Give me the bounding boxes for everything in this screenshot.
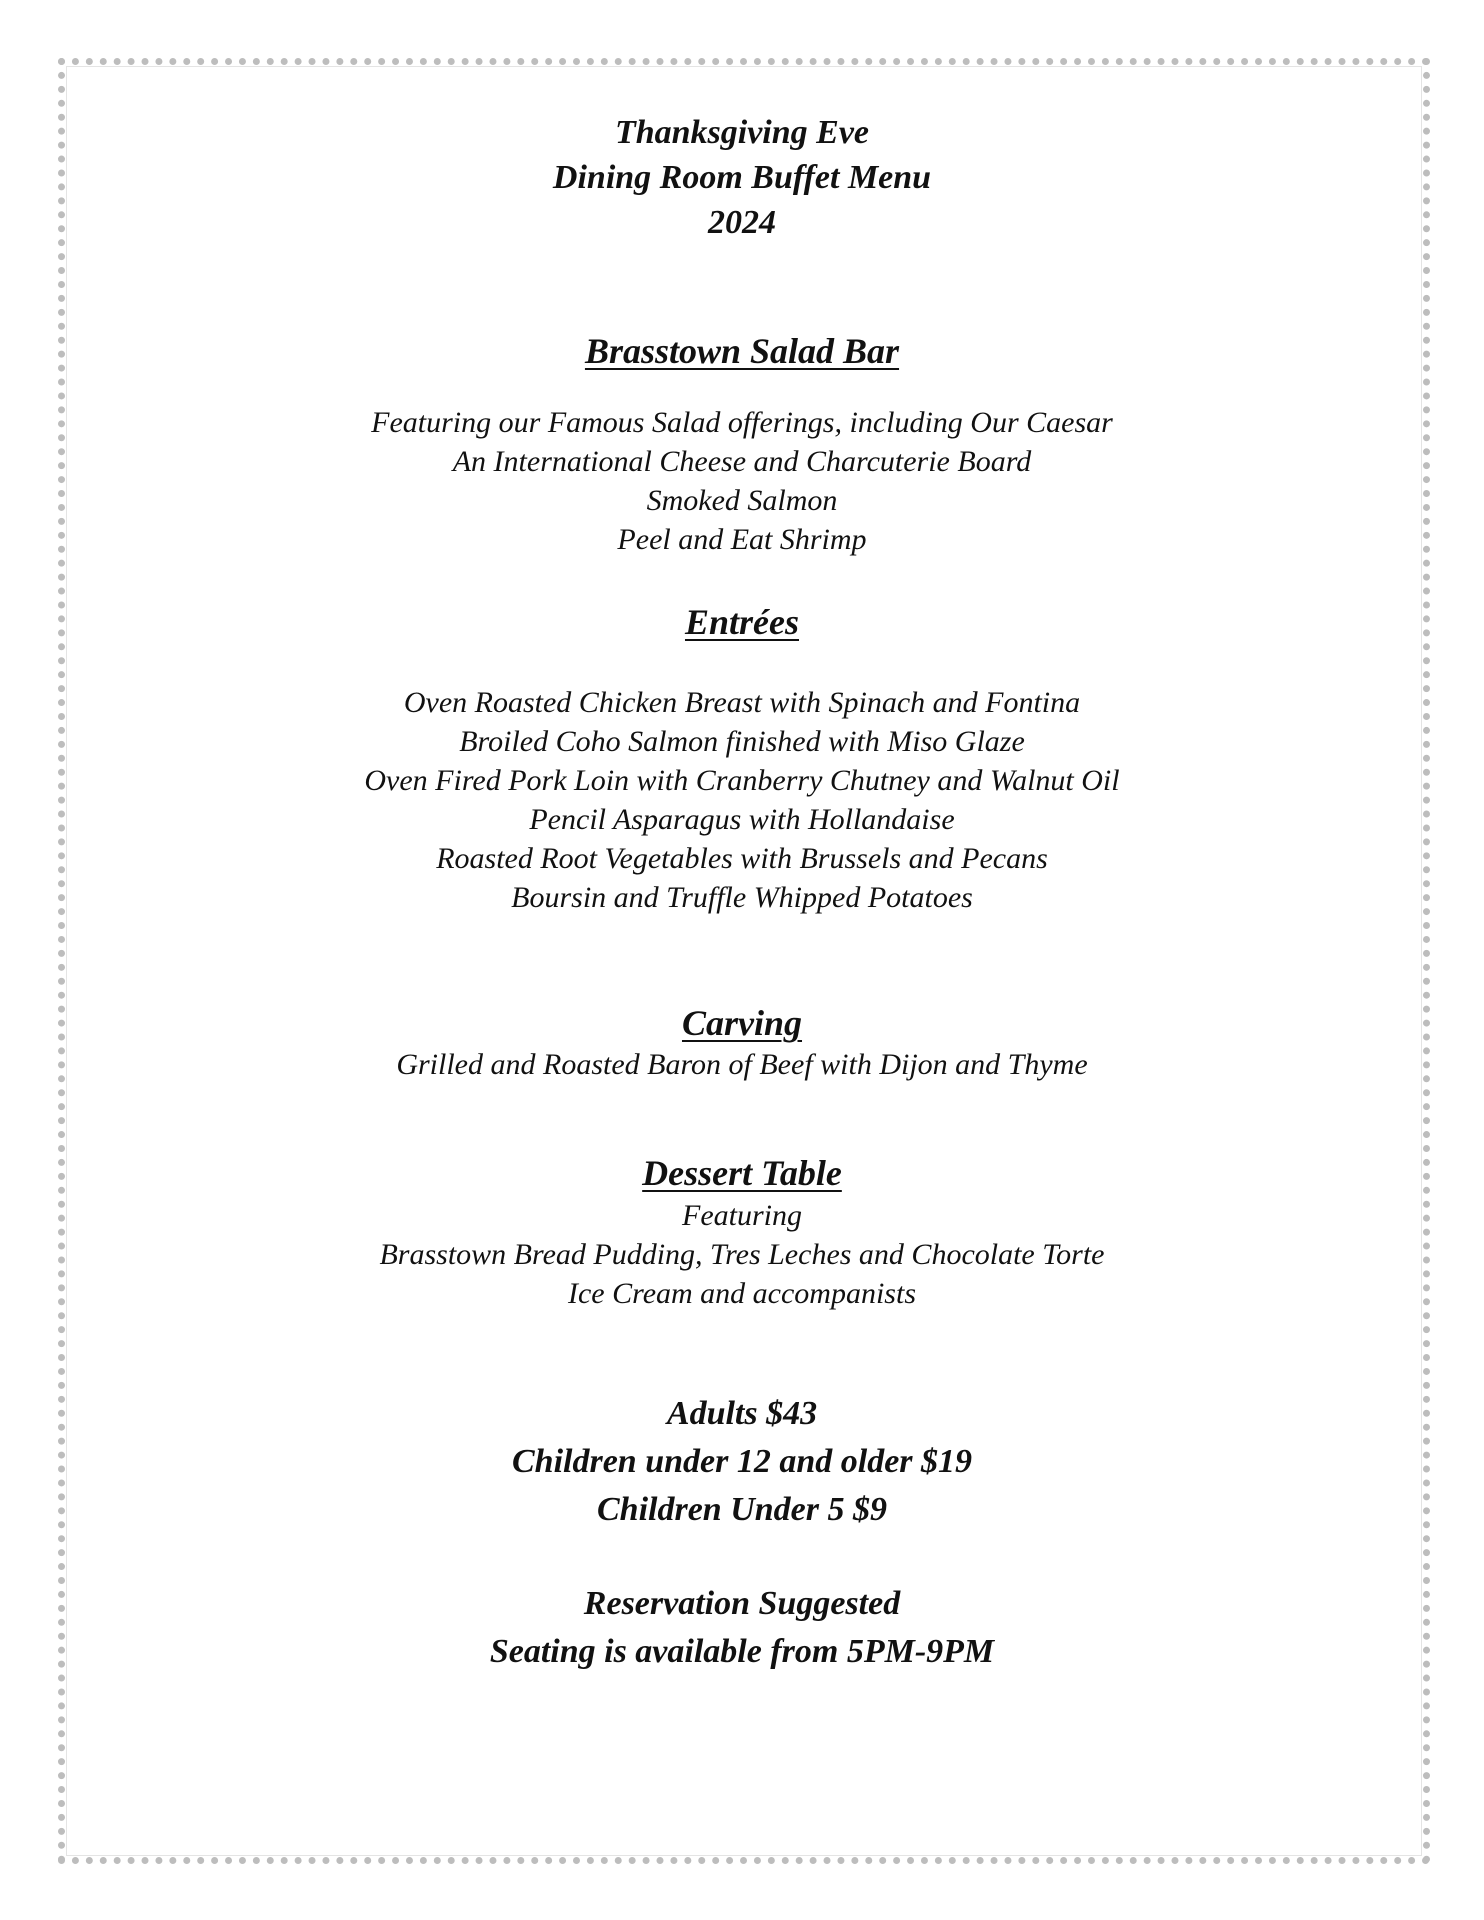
reservation-note: Reservation Suggested bbox=[583, 1585, 901, 1622]
reservation-section bbox=[0, 1580, 1484, 1676]
title-line-event: Thanksgiving Eve bbox=[614, 114, 870, 151]
menu-item: Broiled Coho Salmon finished with Miso Glaze bbox=[459, 725, 1025, 758]
carving-heading: Carving bbox=[681, 1003, 803, 1043]
salad-bar-items bbox=[0, 403, 1484, 559]
menu-item: Oven Roasted Chicken Breast with Spinach and Fontina bbox=[403, 686, 1081, 719]
entrees-section bbox=[0, 598, 1484, 646]
menu-item: Featuring our Famous Salad offerings, including Our Caesar bbox=[371, 406, 1113, 439]
title-line-year: 2024 bbox=[708, 204, 776, 241]
seating-hours: Seating is available from 5PM-9PM bbox=[489, 1633, 995, 1670]
menu-item: Roasted Root Vegetables with Brussels and Pecans bbox=[436, 842, 1048, 875]
dessert-items bbox=[0, 1196, 1484, 1313]
menu-item: Boursin and Truffle Whipped Potatoes bbox=[511, 881, 973, 914]
dessert-section bbox=[0, 1150, 1484, 1196]
dessert-heading: Dessert Table bbox=[642, 1153, 842, 1193]
menu-item: Ice Cream and accompanists bbox=[568, 1277, 916, 1310]
menu-item: Oven Fired Pork Loin with Cranberry Chutney and Walnut Oil bbox=[364, 764, 1120, 797]
price-adults: Adults $43 bbox=[666, 1395, 818, 1432]
menu-item: Smoked Salmon bbox=[646, 484, 838, 517]
price-children-under-12: Children under 12 and older $19 bbox=[511, 1443, 973, 1480]
menu-item: Pencil Asparagus with Hollandaise bbox=[529, 803, 955, 836]
menu-item: Grilled and Roasted Baron of Beef with Dijon and Thyme bbox=[396, 1048, 1088, 1081]
entrees-heading: Entrées bbox=[684, 602, 799, 642]
menu-item: An International Cheese and Charcuterie Board bbox=[452, 445, 1032, 478]
menu-item: Brasstown Bread Pudding, Tres Leches and Chocolate Torte bbox=[379, 1238, 1105, 1271]
price-children-under-5: Children Under 5 $9 bbox=[597, 1491, 887, 1528]
menu-title bbox=[0, 110, 1484, 245]
menu-item: Featuring bbox=[682, 1199, 802, 1232]
menu-item: Peel and Eat Shrimp bbox=[617, 523, 867, 556]
title-line-menu: Dining Room Buffet Menu bbox=[552, 159, 932, 196]
salad-bar-heading: Brasstown Salad Bar bbox=[584, 331, 900, 371]
carving-section bbox=[0, 1000, 1484, 1084]
salad-bar-section bbox=[0, 327, 1484, 375]
prices-section bbox=[0, 1390, 1484, 1534]
entrees-items bbox=[0, 683, 1484, 917]
